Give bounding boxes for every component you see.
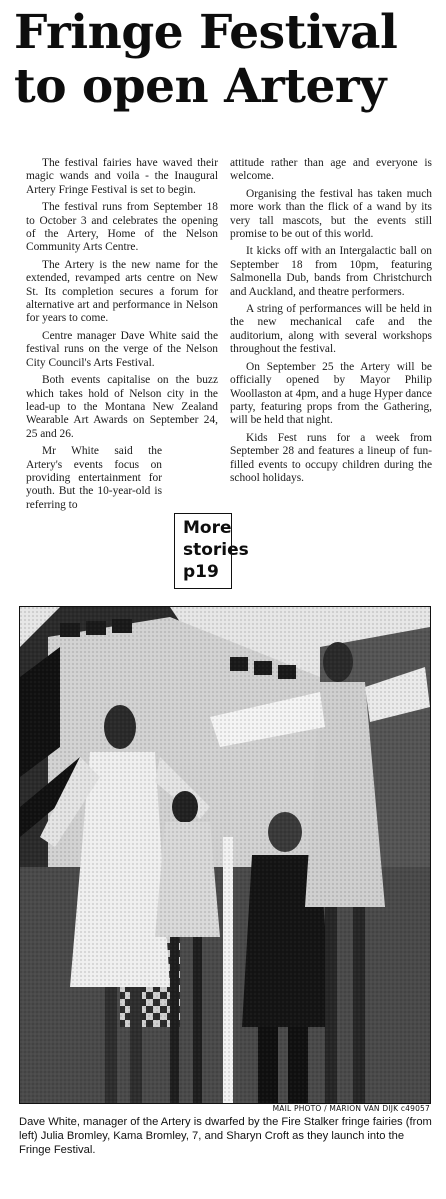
more-stories-line-3: p19 — [183, 562, 219, 582]
paragraph: On September 25 the Artery will be officially opened by Mayor Philip Woollaston at 4pm, and a huge Hyper dance party, featuring props from the Gathering, will be held that night. — [230, 360, 432, 427]
headline — [14, 6, 440, 114]
paragraph: Organising the festival has taken much more work than the flick of a wand by its very tall mascots, but the events still promise to be out of this world. — [230, 187, 432, 241]
paragraph: The festival fairies have waved their magic wands and voila - the Inaugural Artery Fringe Festival is set to begin. — [26, 157, 218, 196]
paragraph: Mr White said the Artery's events focus on providing entertainment for youth. But the 10-year-old is referring to — [26, 445, 162, 511]
paragraph: Kids Fest runs for a week from September 28 and features a lineup of fun-filled events to occupy children during the school holidays. — [230, 431, 432, 484]
headline-line-1: Fringe Festival — [14, 5, 398, 60]
headline-line-2: to open Artery — [14, 59, 386, 114]
article-column-left — [26, 157, 218, 516]
paragraph: Both events capitalise on the buzz which takes hold of Nelson city in the lead-up to the Montana New Zealand Wearable Art Awards on September 24, 25 and 26. — [26, 374, 218, 440]
article-column-right — [230, 157, 432, 489]
paragraph: Centre manager Dave White said the festival runs on the verge of the Nelson City Council's Arts Festival. — [26, 329, 218, 369]
paragraph: The Artery is the new name for the extended, revamped arts centre on New St. Its completion secures a forum for alternative art and performance in Nelson for years to come. — [26, 258, 218, 325]
paragraph: It kicks off with an Intergalactic ball on September 18 from 10pm, featuring Salmonella Dub, bands from Christchurch and Auckland, and theatre performers. — [230, 245, 432, 298]
more-stories-line-1: More — [183, 518, 232, 538]
paragraph: A string of performances will be held in the new mechanical cafe and the auditorium, along with several workshops throughout the festival. — [230, 303, 432, 356]
news-photo — [19, 606, 431, 1104]
photo-caption: Dave White, manager of the Artery is dwarfed by the Fire Stalker fringe fairies (from left) Julia Bromley, Kama Bromley, 7, and Sharyn Croft as they launch into the Fringe Festival. — [19, 1116, 432, 1156]
paragraph: attitude rather than age and everyone is welcome. — [230, 157, 432, 183]
photo-credit: MAIL PHOTO / MARION VAN DIJK c49057 — [272, 1104, 430, 1113]
more-stories-box — [174, 513, 249, 589]
more-stories-line-2: stories — [183, 540, 249, 560]
paragraph: The festival runs from September 18 to October 3 and celebrates the opening of the Artery, Home of the Nelson Community Arts Centre. — [26, 201, 218, 254]
photo-illustration — [20, 607, 430, 1103]
